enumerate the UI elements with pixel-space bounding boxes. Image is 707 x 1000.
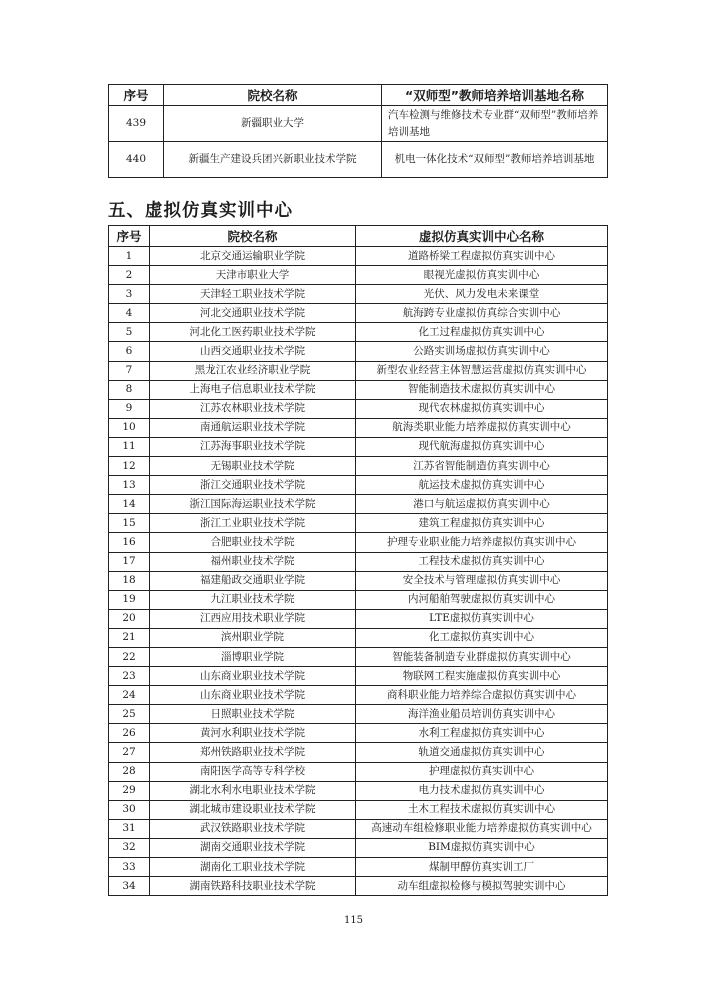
row-center: 眼视光虚拟仿真实训中心: [356, 266, 608, 285]
table-row: [109, 476, 608, 495]
row-center: 航海类职业能力培养虚拟仿真实训中心: [356, 418, 608, 437]
table-row: [109, 667, 608, 686]
row-no: 30: [109, 800, 150, 819]
table-row: [109, 609, 608, 628]
header-base: “双师型”教师培养培训基地名称: [382, 85, 608, 106]
row-no: 24: [109, 686, 150, 705]
header-no: 序号: [109, 226, 150, 247]
header-school: 院校名称: [150, 226, 356, 247]
row-center: 商科职业能力培养综合虚拟仿真实训中心: [356, 686, 608, 705]
table-row: [109, 552, 608, 571]
row-school: 湖北城市建设职业技术学院: [150, 800, 356, 819]
table-row: [109, 724, 608, 743]
table-row: [109, 686, 608, 705]
row-school: 河北化工医药职业技术学院: [150, 323, 356, 342]
table-row: [109, 361, 608, 380]
row-center: 公路实训场虚拟仿真实训中心: [356, 342, 608, 361]
row-school: 山东商业职业技术学院: [150, 667, 356, 686]
row-school: 湖南化工职业技术学院: [150, 858, 356, 877]
row-center: 光伏、风力发电未来课堂: [356, 285, 608, 304]
row-school: 湖南铁路科技职业技术学院: [150, 877, 356, 896]
row-base: 机电一体化技术“双师型”教师培养培训基地: [382, 142, 608, 178]
row-school: 浙江交通职业技术学院: [150, 476, 356, 495]
row-school: 北京交通运输职业学院: [150, 247, 356, 266]
row-no: 5: [109, 323, 150, 342]
row-no: 4: [109, 304, 150, 323]
row-center: 智能装备制造专业群虚拟仿真实训中心: [356, 647, 608, 666]
row-center: 安全技术与管理虚拟仿真实训中心: [356, 571, 608, 590]
row-no: 12: [109, 457, 150, 476]
row-no: 18: [109, 571, 150, 590]
row-school: 浙江国际海运职业技术学院: [150, 495, 356, 514]
row-center: 航海跨专业虚拟仿真综合实训中心: [356, 304, 608, 323]
table-body: [109, 247, 608, 896]
row-school: 浙江工业职业技术学院: [150, 514, 356, 533]
row-center: 护理专业职业能力培养虚拟仿真实训中心: [356, 533, 608, 552]
row-no: 8: [109, 380, 150, 399]
row-no: 6: [109, 342, 150, 361]
row-school: 黄河水利职业技术学院: [150, 724, 356, 743]
row-center: 建筑工程虚拟仿真实训中心: [356, 514, 608, 533]
row-school: 新疆职业大学: [164, 106, 382, 142]
row-school: 河北交通职业技术学院: [150, 304, 356, 323]
row-school: 无锡职业技术学院: [150, 457, 356, 476]
row-school: 湖南交通职业技术学院: [150, 838, 356, 857]
row-school: 南阳医学高等专科学校: [150, 762, 356, 781]
row-school: 九江职业技术学院: [150, 590, 356, 609]
row-no: 25: [109, 705, 150, 724]
row-center: 电力技术虚拟仿真实训中心: [356, 781, 608, 800]
row-center: 煤制甲醇仿真实训工厂: [356, 858, 608, 877]
row-no: 440: [109, 142, 164, 178]
row-base: 汽车检测与维修技术专业群“双师型”教师培养培训基地: [382, 106, 608, 142]
table-row: [109, 647, 608, 666]
table-row: [109, 514, 608, 533]
row-center: 动车组虚拟检修与模拟驾驶实训中心: [356, 877, 608, 896]
table-row: [109, 323, 608, 342]
row-school: 滨州职业学院: [150, 628, 356, 647]
row-no: 29: [109, 781, 150, 800]
row-school: 湖北水利水电职业技术学院: [150, 781, 356, 800]
row-school: 合肥职业技术学院: [150, 533, 356, 552]
row-school: 山东商业职业技术学院: [150, 686, 356, 705]
row-no: 439: [109, 106, 164, 142]
table-row: [109, 762, 608, 781]
row-no: 20: [109, 609, 150, 628]
row-no: 1: [109, 247, 150, 266]
row-no: 7: [109, 361, 150, 380]
row-school: 新疆生产建设兵团兴新职业技术学院: [164, 142, 382, 178]
row-center: 化工虚拟仿真实训中心: [356, 628, 608, 647]
row-school: 天津市职业大学: [150, 266, 356, 285]
row-no: 27: [109, 743, 150, 762]
row-center: 土木工程技术虚拟仿真实训中心: [356, 800, 608, 819]
row-no: 13: [109, 476, 150, 495]
table-row: [109, 380, 608, 399]
table-row: [109, 247, 608, 266]
row-no: 3: [109, 285, 150, 304]
table-row: [109, 800, 608, 819]
row-no: 34: [109, 877, 150, 896]
table-row: [109, 628, 608, 647]
row-no: 17: [109, 552, 150, 571]
row-center: 航运技术虚拟仿真实训中心: [356, 476, 608, 495]
row-school: 上海电子信息职业技术学院: [150, 380, 356, 399]
row-center: 高速动车组检修职业能力培养虚拟仿真实训中心: [356, 819, 608, 838]
table-row: [109, 495, 608, 514]
section-title: 五、虚拟仿真实训中心: [108, 201, 293, 221]
table-header-row: [109, 85, 608, 106]
row-no: 26: [109, 724, 150, 743]
row-no: 21: [109, 628, 150, 647]
row-school: 武汉铁路职业技术学院: [150, 819, 356, 838]
row-center: 新型农业经营主体智慧运营虚拟仿真实训中心: [356, 361, 608, 380]
table-row: [109, 705, 608, 724]
row-center: 现代农林虚拟仿真实训中心: [356, 399, 608, 418]
row-no: 10: [109, 418, 150, 437]
row-center: 智能制造技术虚拟仿真实训中心: [356, 380, 608, 399]
row-no: 31: [109, 819, 150, 838]
row-school: 日照职业技术学院: [150, 705, 356, 724]
row-center: BIM虚拟仿真实训中心: [356, 838, 608, 857]
row-school: 福州职业技术学院: [150, 552, 356, 571]
row-school: 福建船政交通职业学院: [150, 571, 356, 590]
row-center: 工程技术虚拟仿真实训中心: [356, 552, 608, 571]
row-center: 现代航海虚拟仿真实训中心: [356, 437, 608, 456]
row-school: 郑州铁路职业技术学院: [150, 743, 356, 762]
row-center: 水利工程虚拟仿真实训中心: [356, 724, 608, 743]
row-center: 物联网工程实施虚拟仿真实训中心: [356, 667, 608, 686]
row-center: 内河船舶驾驶虚拟仿真实训中心: [356, 590, 608, 609]
row-school: 山西交通职业技术学院: [150, 342, 356, 361]
row-center: 江苏省智能制造仿真实训中心: [356, 457, 608, 476]
table-row: [109, 838, 608, 857]
row-school: 黑龙江农业经济职业学院: [150, 361, 356, 380]
table-row: [109, 399, 608, 418]
header-school: 院校名称: [164, 85, 382, 106]
row-school: 江苏农林职业技术学院: [150, 399, 356, 418]
row-center: LTE虚拟仿真实训中心: [356, 609, 608, 628]
row-center: 化工过程虚拟仿真实训中心: [356, 323, 608, 342]
row-no: 19: [109, 590, 150, 609]
table-row: [109, 142, 608, 178]
table-row: [109, 457, 608, 476]
table-row: [109, 877, 608, 896]
table-row: [109, 342, 608, 361]
table-row: [109, 819, 608, 838]
row-center: 护理虚拟仿真实训中心: [356, 762, 608, 781]
header-no: 序号: [109, 85, 164, 106]
row-no: 22: [109, 647, 150, 666]
table-row: [109, 437, 608, 456]
row-no: 11: [109, 437, 150, 456]
table-row: [109, 858, 608, 877]
row-no: 28: [109, 762, 150, 781]
table-row: [109, 106, 608, 142]
table-row: [109, 304, 608, 323]
page-number: 115: [343, 915, 364, 926]
table-row: [109, 533, 608, 552]
row-no: 16: [109, 533, 150, 552]
row-no: 33: [109, 858, 150, 877]
table-row: [109, 571, 608, 590]
row-school: 江西应用技术职业学院: [150, 609, 356, 628]
row-center: 轨道交通虚拟仿真实训中心: [356, 743, 608, 762]
row-no: 14: [109, 495, 150, 514]
table-header-row: [109, 226, 608, 247]
header-center: 虚拟仿真实训中心名称: [356, 226, 608, 247]
virtual-sim-center-table: [108, 225, 608, 896]
row-school: 江苏海事职业技术学院: [150, 437, 356, 456]
table-row: [109, 285, 608, 304]
row-school: 南通航运职业技术学院: [150, 418, 356, 437]
row-no: 9: [109, 399, 150, 418]
table-row: [109, 418, 608, 437]
row-no: 15: [109, 514, 150, 533]
row-school: 天津轻工职业技术学院: [150, 285, 356, 304]
row-center: 道路桥梁工程虚拟仿真实训中心: [356, 247, 608, 266]
row-no: 23: [109, 667, 150, 686]
table-row: [109, 590, 608, 609]
table-row: [109, 266, 608, 285]
row-center: 海洋渔业船员培训仿真实训中心: [356, 705, 608, 724]
table-row: [109, 781, 608, 800]
training-base-table: [108, 84, 608, 178]
row-school: 淄博职业学院: [150, 647, 356, 666]
row-center: 港口与航运虚拟仿真实训中心: [356, 495, 608, 514]
row-no: 32: [109, 838, 150, 857]
table-row: [109, 743, 608, 762]
row-no: 2: [109, 266, 150, 285]
